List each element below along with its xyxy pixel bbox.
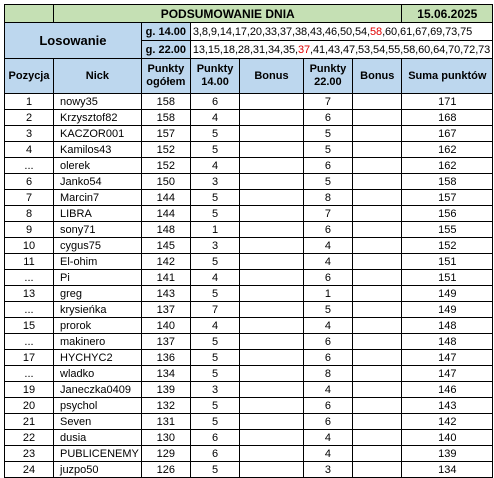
col-header: Punkty 14.00 bbox=[190, 59, 239, 94]
bonus-22-cell bbox=[353, 126, 402, 142]
points-22-cell: 6 bbox=[303, 222, 352, 238]
position-cell: 17 bbox=[5, 350, 54, 366]
points-14-cell: 4 bbox=[190, 270, 239, 286]
bonus-22-cell bbox=[353, 286, 402, 302]
bonus-14-cell bbox=[240, 430, 303, 446]
position-cell: ... bbox=[5, 366, 54, 382]
bonus-14-cell bbox=[240, 158, 303, 174]
points-22-cell: 4 bbox=[303, 254, 352, 270]
table-row bbox=[5, 382, 493, 398]
table-row bbox=[5, 398, 493, 414]
sum-cell: 162 bbox=[402, 142, 493, 158]
total-points-cell: 136 bbox=[141, 350, 190, 366]
points-14-cell: 3 bbox=[190, 174, 239, 190]
nick-cell: makinero bbox=[54, 334, 142, 350]
total-points-cell: 129 bbox=[141, 446, 190, 462]
position-cell: 3 bbox=[5, 126, 54, 142]
nick-cell: KACZOR001 bbox=[54, 126, 142, 142]
points-14-cell: 5 bbox=[190, 462, 239, 478]
total-points-cell: 157 bbox=[141, 126, 190, 142]
bonus-14-cell bbox=[240, 462, 303, 478]
sum-cell: 147 bbox=[402, 350, 493, 366]
bonus-14-cell bbox=[240, 238, 303, 254]
bonus-14-cell bbox=[240, 446, 303, 462]
position-cell: ... bbox=[5, 158, 54, 174]
nick-cell: Janeczka0409 bbox=[54, 382, 142, 398]
bonus-22-cell bbox=[353, 190, 402, 206]
col-header: Bonus bbox=[240, 59, 303, 94]
points-22-cell: 6 bbox=[303, 110, 352, 126]
points-14-cell: 3 bbox=[190, 382, 239, 398]
sum-cell: 151 bbox=[402, 254, 493, 270]
title-row bbox=[5, 5, 493, 23]
points-22-cell: 6 bbox=[303, 414, 352, 430]
draw-number: 41 bbox=[312, 43, 326, 56]
points-14-cell: 5 bbox=[190, 366, 239, 382]
points-22-cell: 4 bbox=[303, 446, 352, 462]
points-14-cell: 5 bbox=[190, 286, 239, 302]
total-points-cell: 141 bbox=[141, 270, 190, 286]
draw-number: 9 bbox=[210, 25, 217, 38]
table-row bbox=[5, 238, 493, 254]
table-row bbox=[5, 94, 493, 110]
results-table bbox=[4, 4, 493, 478]
total-points-cell: 126 bbox=[141, 462, 190, 478]
total-points-cell: 137 bbox=[141, 334, 190, 350]
draw-number: 17 bbox=[234, 25, 247, 38]
sum-cell: 155 bbox=[402, 222, 493, 238]
points-14-cell: 5 bbox=[190, 414, 239, 430]
table-row bbox=[5, 334, 493, 350]
sum-cell: 140 bbox=[402, 430, 493, 446]
bonus-22-cell bbox=[353, 414, 402, 430]
total-points-cell: 144 bbox=[141, 206, 190, 222]
nick-cell: PUBLICENEMY bbox=[54, 446, 142, 462]
sum-cell: 147 bbox=[402, 366, 493, 382]
draw-number: 75 bbox=[460, 25, 473, 38]
table-row bbox=[5, 110, 493, 126]
draw-number: 50 bbox=[339, 25, 353, 38]
table-row bbox=[5, 430, 493, 446]
draw-number: 46 bbox=[324, 25, 338, 38]
sum-cell: 171 bbox=[402, 94, 493, 110]
bonus-14-cell bbox=[240, 254, 303, 270]
bonus-14-cell bbox=[240, 190, 303, 206]
points-14-cell: 4 bbox=[190, 318, 239, 334]
draw-number: 47 bbox=[343, 43, 356, 56]
draw-number: 73 bbox=[478, 43, 491, 56]
position-cell: ... bbox=[5, 302, 54, 318]
sum-cell: 149 bbox=[402, 302, 493, 318]
total-points-cell: 158 bbox=[141, 94, 190, 110]
draw-number: 18 bbox=[222, 43, 235, 56]
total-points-cell: 152 bbox=[141, 142, 190, 158]
table-row bbox=[5, 270, 493, 286]
nick-cell: wladko bbox=[54, 366, 142, 382]
table-row bbox=[5, 174, 493, 190]
sum-cell: 167 bbox=[402, 126, 493, 142]
position-cell: 24 bbox=[5, 462, 54, 478]
bonus-22-cell bbox=[353, 462, 402, 478]
nick-cell: prorok bbox=[54, 318, 142, 334]
bonus-14-cell bbox=[240, 302, 303, 318]
total-points-cell: 137 bbox=[141, 302, 190, 318]
points-14-cell: 6 bbox=[190, 430, 239, 446]
points-14-cell: 5 bbox=[190, 142, 239, 158]
sum-cell: 162 bbox=[402, 158, 493, 174]
bonus-22-cell bbox=[353, 318, 402, 334]
points-22-cell: 6 bbox=[303, 270, 352, 286]
draw-number: 37 bbox=[297, 43, 311, 56]
bonus-14-cell bbox=[240, 222, 303, 238]
total-points-cell: 134 bbox=[141, 366, 190, 382]
position-cell: 23 bbox=[5, 446, 54, 462]
points-22-cell: 1 bbox=[303, 286, 352, 302]
table-row bbox=[5, 462, 493, 478]
total-points-cell: 148 bbox=[141, 222, 190, 238]
points-14-cell: 6 bbox=[190, 94, 239, 110]
bonus-22-cell bbox=[353, 254, 402, 270]
bonus-14-cell bbox=[240, 286, 303, 302]
sum-cell: 156 bbox=[402, 206, 493, 222]
position-cell: 15 bbox=[5, 318, 54, 334]
table-row bbox=[5, 318, 493, 334]
total-points-cell: 139 bbox=[141, 382, 190, 398]
nick-cell: El-ohim bbox=[54, 254, 142, 270]
table-row bbox=[5, 158, 493, 174]
position-cell: 6 bbox=[5, 174, 54, 190]
bonus-14-cell bbox=[240, 318, 303, 334]
position-cell: 21 bbox=[5, 414, 54, 430]
col-header: Pozycja bbox=[5, 59, 54, 94]
nick-cell: psychol bbox=[54, 398, 142, 414]
position-cell: 10 bbox=[5, 238, 54, 254]
draw-number: 20 bbox=[249, 25, 262, 38]
bonus-14-cell bbox=[240, 270, 303, 286]
total-points-cell: 158 bbox=[141, 110, 190, 126]
nick-cell: Janko54 bbox=[54, 174, 142, 190]
total-points-cell: 131 bbox=[141, 414, 190, 430]
draw-number: 64 bbox=[433, 43, 446, 56]
bonus-14-cell bbox=[240, 174, 303, 190]
points-22-cell: 6 bbox=[303, 334, 352, 350]
points-22-cell: 8 bbox=[303, 190, 352, 206]
position-cell: 13 bbox=[5, 286, 54, 302]
sum-cell: 148 bbox=[402, 318, 493, 334]
sum-cell: 143 bbox=[402, 398, 493, 414]
draw-number: 13 bbox=[192, 43, 205, 56]
points-14-cell: 5 bbox=[190, 334, 239, 350]
draw-row-1 bbox=[5, 23, 493, 41]
sum-cell: 146 bbox=[402, 382, 493, 398]
points-14-cell: 1 bbox=[190, 222, 239, 238]
nick-cell: Pi bbox=[54, 270, 142, 286]
losowanie-label: Losowanie bbox=[5, 23, 142, 59]
points-22-cell: 3 bbox=[303, 462, 352, 478]
bonus-22-cell bbox=[353, 334, 402, 350]
points-22-cell: 4 bbox=[303, 318, 352, 334]
draw-number: 8 bbox=[201, 25, 208, 38]
sum-cell: 142 bbox=[402, 414, 493, 430]
table-row bbox=[5, 190, 493, 206]
points-22-cell: 5 bbox=[303, 302, 352, 318]
draw-numbers: 13,15,18,28,31,34,35,37,41,43,47,53,54,55,58,60,64,70,72,73 bbox=[190, 41, 492, 59]
points-22-cell: 6 bbox=[303, 158, 352, 174]
total-points-cell: 145 bbox=[141, 238, 190, 254]
bonus-22-cell bbox=[353, 238, 402, 254]
table-row bbox=[5, 446, 493, 462]
sum-cell: 139 bbox=[402, 446, 493, 462]
points-22-cell: 8 bbox=[303, 366, 352, 382]
nick-cell: Marcin7 bbox=[54, 190, 142, 206]
points-22-cell: 7 bbox=[303, 206, 352, 222]
total-points-cell: 142 bbox=[141, 254, 190, 270]
table-row bbox=[5, 126, 493, 142]
nick-cell: juzpo50 bbox=[54, 462, 142, 478]
draw-number: 54 bbox=[373, 43, 386, 56]
bonus-14-cell bbox=[240, 110, 303, 126]
points-14-cell: 5 bbox=[190, 350, 239, 366]
table-row bbox=[5, 350, 493, 366]
points-14-cell: 5 bbox=[190, 190, 239, 206]
points-14-cell: 5 bbox=[190, 126, 239, 142]
bonus-14-cell bbox=[240, 382, 303, 398]
table-row bbox=[5, 302, 493, 318]
bonus-14-cell bbox=[240, 398, 303, 414]
draw-number: 33 bbox=[264, 25, 277, 38]
table-row bbox=[5, 222, 493, 238]
sum-cell: 151 bbox=[402, 270, 493, 286]
table-row bbox=[5, 286, 493, 302]
bonus-22-cell bbox=[353, 398, 402, 414]
points-14-cell: 5 bbox=[190, 206, 239, 222]
points-14-cell: 3 bbox=[190, 238, 239, 254]
bonus-14-cell bbox=[240, 334, 303, 350]
draw-numbers: 3,8,9,14,17,20,33,37,38,43,46,50,54,58,60,61,67,69,73,75 bbox=[190, 23, 492, 41]
bonus-22-cell bbox=[353, 366, 402, 382]
col-header: Punkty ogółem bbox=[141, 59, 190, 94]
draw-number: 69 bbox=[430, 25, 443, 38]
draw-number: 58 bbox=[403, 43, 416, 56]
position-cell: 11 bbox=[5, 254, 54, 270]
points-14-cell: 7 bbox=[190, 302, 239, 318]
nick-cell: Kamilos43 bbox=[54, 142, 142, 158]
bonus-22-cell bbox=[353, 110, 402, 126]
draw-number: 58 bbox=[370, 25, 383, 38]
sum-cell: 134 bbox=[402, 462, 493, 478]
draw-number: 60 bbox=[385, 25, 398, 38]
draw-number: 31 bbox=[252, 43, 265, 56]
bonus-22-cell bbox=[353, 142, 402, 158]
bonus-22-cell bbox=[353, 94, 402, 110]
col-header: Nick bbox=[54, 59, 142, 94]
bonus-22-cell bbox=[353, 206, 402, 222]
bonus-14-cell bbox=[240, 366, 303, 382]
col-header: Bonus bbox=[353, 59, 402, 94]
position-cell: 7 bbox=[5, 190, 54, 206]
nick-cell: Krzysztof82 bbox=[54, 110, 142, 126]
draw-number: 53 bbox=[358, 43, 371, 56]
total-points-cell: 140 bbox=[141, 318, 190, 334]
draw-number: 34 bbox=[267, 43, 280, 56]
draw-number: 35 bbox=[282, 43, 295, 56]
bonus-14-cell bbox=[240, 414, 303, 430]
position-cell: 20 bbox=[5, 398, 54, 414]
draw-number: 28 bbox=[237, 43, 250, 56]
col-header: Punkty 22.00 bbox=[303, 59, 352, 94]
points-22-cell: 5 bbox=[303, 126, 352, 142]
total-points-cell: 152 bbox=[141, 158, 190, 174]
bonus-22-cell bbox=[353, 158, 402, 174]
points-22-cell: 6 bbox=[303, 398, 352, 414]
bonus-22-cell bbox=[353, 302, 402, 318]
points-14-cell: 4 bbox=[190, 110, 239, 126]
table-row bbox=[5, 206, 493, 222]
bonus-14-cell bbox=[240, 126, 303, 142]
position-cell: 19 bbox=[5, 382, 54, 398]
nick-cell: cygus75 bbox=[54, 238, 142, 254]
nick-cell: Seven bbox=[54, 414, 142, 430]
draw-number: 67 bbox=[415, 25, 428, 38]
col-header: Suma punktów bbox=[402, 59, 493, 94]
sum-cell: 168 bbox=[402, 110, 493, 126]
position-cell: 8 bbox=[5, 206, 54, 222]
points-22-cell: 4 bbox=[303, 382, 352, 398]
position-cell: 22 bbox=[5, 430, 54, 446]
nick-cell: nowy35 bbox=[54, 94, 142, 110]
sum-cell: 149 bbox=[402, 286, 493, 302]
bonus-14-cell bbox=[240, 94, 303, 110]
table-row bbox=[5, 366, 493, 382]
points-14-cell: 5 bbox=[190, 254, 239, 270]
total-points-cell: 144 bbox=[141, 190, 190, 206]
nick-cell: HYCHYC2 bbox=[54, 350, 142, 366]
bonus-14-cell bbox=[240, 142, 303, 158]
page-title: PODSUMOWANIE DNIA bbox=[54, 5, 402, 23]
points-22-cell: 4 bbox=[303, 238, 352, 254]
table-row bbox=[5, 414, 493, 430]
points-22-cell: 5 bbox=[303, 142, 352, 158]
bonus-22-cell bbox=[353, 382, 402, 398]
draw-number: 38 bbox=[294, 25, 307, 38]
draw-label: g. 14.00 bbox=[141, 23, 190, 41]
position-cell: ... bbox=[5, 334, 54, 350]
draw-number: 37 bbox=[279, 25, 292, 38]
draw-number: 55 bbox=[388, 43, 401, 56]
bonus-22-cell bbox=[353, 174, 402, 190]
draw-number: 61 bbox=[400, 25, 413, 38]
nick-cell: greg bbox=[54, 286, 142, 302]
position-cell: 2 bbox=[5, 110, 54, 126]
header-row bbox=[5, 59, 493, 94]
draw-number: 60 bbox=[418, 43, 431, 56]
points-22-cell: 5 bbox=[303, 174, 352, 190]
position-cell: 4 bbox=[5, 142, 54, 158]
bonus-22-cell bbox=[353, 446, 402, 462]
nick-cell: LIBRA bbox=[54, 206, 142, 222]
draw-number: 3 bbox=[192, 25, 199, 38]
sum-cell: 157 bbox=[402, 190, 493, 206]
total-points-cell: 150 bbox=[141, 174, 190, 190]
position-cell: 9 bbox=[5, 222, 54, 238]
nick-cell: olerek bbox=[54, 158, 142, 174]
points-14-cell: 6 bbox=[190, 446, 239, 462]
nick-cell: krysieńka bbox=[54, 302, 142, 318]
total-points-cell: 143 bbox=[141, 286, 190, 302]
bonus-22-cell bbox=[353, 222, 402, 238]
points-14-cell: 5 bbox=[190, 398, 239, 414]
bonus-22-cell bbox=[353, 430, 402, 446]
draw-number: 72 bbox=[463, 43, 476, 56]
draw-label: g. 22.00 bbox=[141, 41, 190, 59]
points-22-cell: 7 bbox=[303, 94, 352, 110]
draw-number: 15 bbox=[207, 43, 220, 56]
table-row bbox=[5, 142, 493, 158]
points-22-cell: 4 bbox=[303, 430, 352, 446]
draw-number: 54 bbox=[355, 25, 368, 38]
total-points-cell: 132 bbox=[141, 398, 190, 414]
bonus-14-cell bbox=[240, 206, 303, 222]
draw-number: 70 bbox=[448, 43, 461, 56]
total-points-cell: 130 bbox=[141, 430, 190, 446]
sum-cell: 152 bbox=[402, 238, 493, 254]
nick-cell: dusia bbox=[54, 430, 142, 446]
points-22-cell: 6 bbox=[303, 350, 352, 366]
draw-number: 43 bbox=[328, 43, 341, 56]
nick-cell: sony71 bbox=[54, 222, 142, 238]
position-cell: ... bbox=[5, 270, 54, 286]
sum-cell: 158 bbox=[402, 174, 493, 190]
bonus-14-cell bbox=[240, 350, 303, 366]
position-cell: 1 bbox=[5, 94, 54, 110]
draw-number: 14 bbox=[219, 25, 232, 38]
points-14-cell: 4 bbox=[190, 158, 239, 174]
bonus-22-cell bbox=[353, 350, 402, 366]
date-cell: 15.06.2025 bbox=[402, 5, 493, 23]
bonus-22-cell bbox=[353, 270, 402, 286]
sum-cell: 148 bbox=[402, 334, 493, 350]
draw-number: 73 bbox=[445, 25, 458, 38]
table-row bbox=[5, 254, 493, 270]
draw-number: 43 bbox=[309, 25, 322, 38]
